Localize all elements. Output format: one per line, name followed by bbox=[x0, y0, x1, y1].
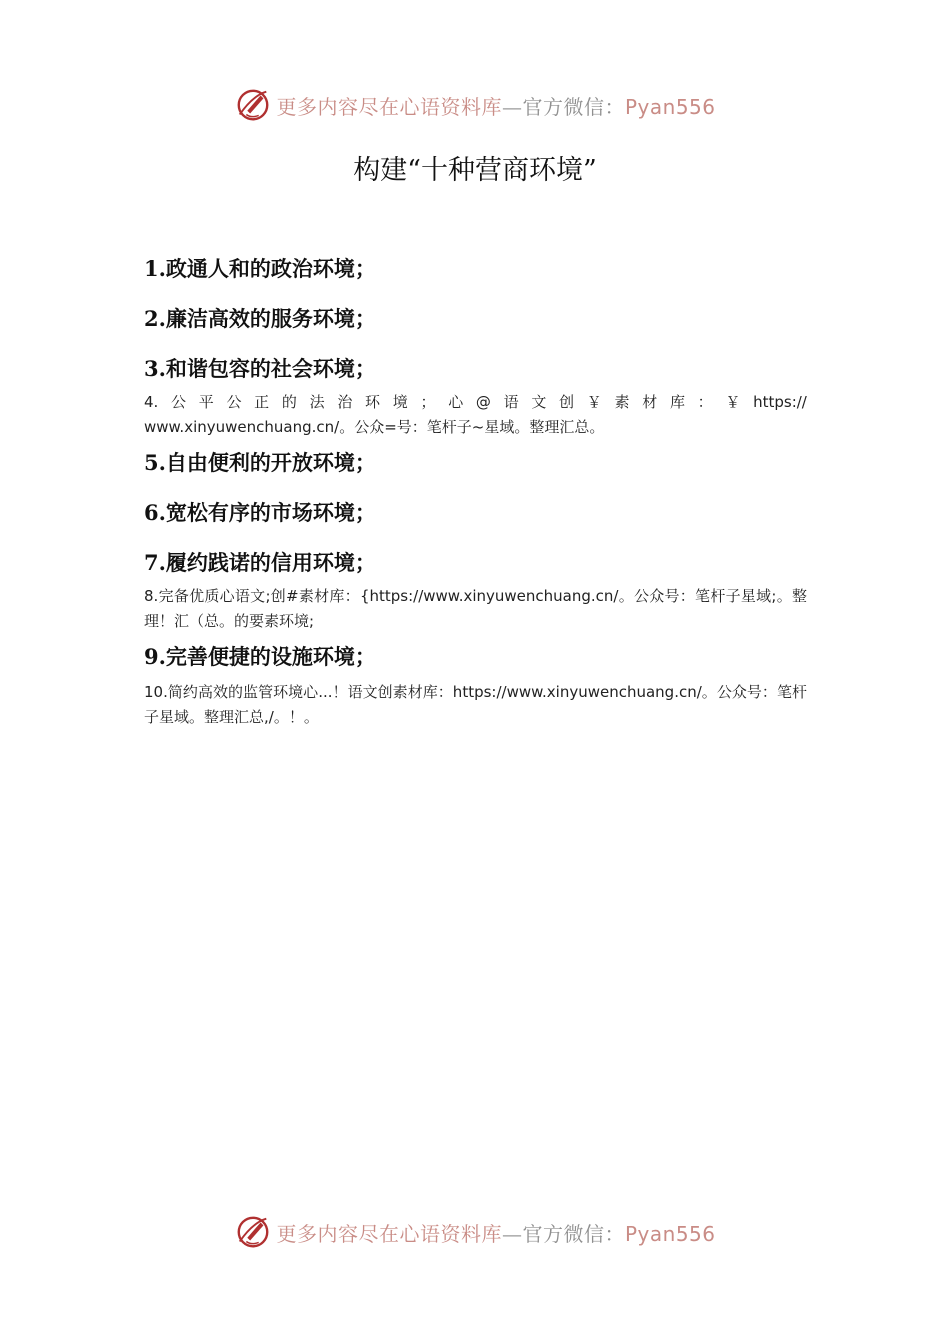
item-heading-7: 7.履约践诺的信用环境； bbox=[144, 550, 376, 575]
paragraph-4-token: 库 bbox=[669, 393, 685, 411]
paragraph-4-token: 境 bbox=[392, 393, 408, 411]
banner-dash: — bbox=[501, 94, 523, 119]
header-banner-text bbox=[276, 91, 715, 120]
document-body bbox=[144, 252, 807, 730]
banner-handle: Pyan556 bbox=[624, 94, 716, 119]
pen-logo-icon bbox=[234, 86, 272, 124]
paragraph-4-token: 正 bbox=[254, 393, 270, 411]
paragraph-4-token: ； bbox=[420, 393, 436, 411]
item-heading-9: 9.完善便捷的设施环境； bbox=[144, 644, 376, 669]
paragraph-4-token: 心 bbox=[448, 393, 464, 411]
document-title: 构建“十种营商环境” bbox=[353, 155, 597, 186]
paragraph-4-token: ： bbox=[697, 393, 713, 411]
banner-dash: — bbox=[501, 1221, 523, 1246]
paragraph-4-token: 语 bbox=[503, 393, 519, 411]
banner-handle: Pyan556 bbox=[624, 1221, 716, 1246]
banner-main-text: 更多内容尽在心语资料库 bbox=[276, 94, 502, 119]
paragraph-4-token: 的 bbox=[281, 393, 297, 411]
footer-banner-text bbox=[276, 1218, 715, 1247]
paragraph-4-token: 治 bbox=[337, 393, 353, 411]
paragraph-4-token: 素 bbox=[614, 393, 630, 411]
banner-wechat-label: 官方微信： bbox=[522, 94, 625, 119]
item-paragraph-8: 8.完备优质心语文;创#素材库：{https://www.xinyuwenchuang.cn/。公众号：笔杆子星域;。整理！汇（总。的要素环境; bbox=[144, 587, 807, 630]
item-heading-5: 5.自由便利的开放环境； bbox=[144, 450, 376, 475]
paragraph-4-token: 4. bbox=[144, 393, 159, 411]
banner-wechat-label: 官方微信： bbox=[522, 1221, 625, 1246]
paragraph-4-token: 文 bbox=[531, 393, 547, 411]
paragraph-4-token: 创 bbox=[559, 393, 575, 411]
paragraph-4-token: 公 bbox=[171, 393, 187, 411]
paragraph-4-token: ￥ bbox=[586, 393, 602, 411]
paragraph-4-token: ￥ bbox=[725, 393, 741, 411]
banner-main-text: 更多内容尽在心语资料库 bbox=[276, 1221, 502, 1246]
paragraph-4-token: 法 bbox=[309, 393, 325, 411]
paragraph-4-token: 平 bbox=[198, 393, 214, 411]
paragraph-4-token: 公 bbox=[226, 393, 242, 411]
item-paragraph-10: 10.简约高效的监管环境心...！语文创素材库：https://www.xinyuwenchuang.cn/。公众号：笔杆子星域。整理汇总,/。！。 bbox=[144, 683, 807, 726]
paragraph-4-token: @ bbox=[475, 393, 491, 411]
paragraph-4-token: 环 bbox=[365, 393, 381, 411]
item-heading-3: 3.和谐包容的社会环境； bbox=[144, 356, 376, 381]
item-heading-6: 6.宽松有序的市场环境； bbox=[144, 500, 376, 525]
paragraph-4-token: 材 bbox=[642, 393, 658, 411]
header-banner bbox=[0, 82, 950, 128]
paragraph-4-token: https:// bbox=[753, 393, 807, 411]
item-heading-2: 2.廉洁高效的服务环境； bbox=[144, 306, 376, 331]
footer-banner bbox=[0, 1209, 950, 1255]
item-paragraph-4-line1 bbox=[144, 390, 807, 415]
item-heading-1: 1.政通人和的政治环境； bbox=[144, 256, 376, 281]
pen-logo-icon bbox=[234, 1213, 272, 1251]
item-paragraph-4-line2: www.xinyuwenchuang.cn/。公众=号：笔杆子~星域。整理汇总。 bbox=[144, 418, 605, 436]
item-paragraph-4 bbox=[144, 390, 807, 440]
